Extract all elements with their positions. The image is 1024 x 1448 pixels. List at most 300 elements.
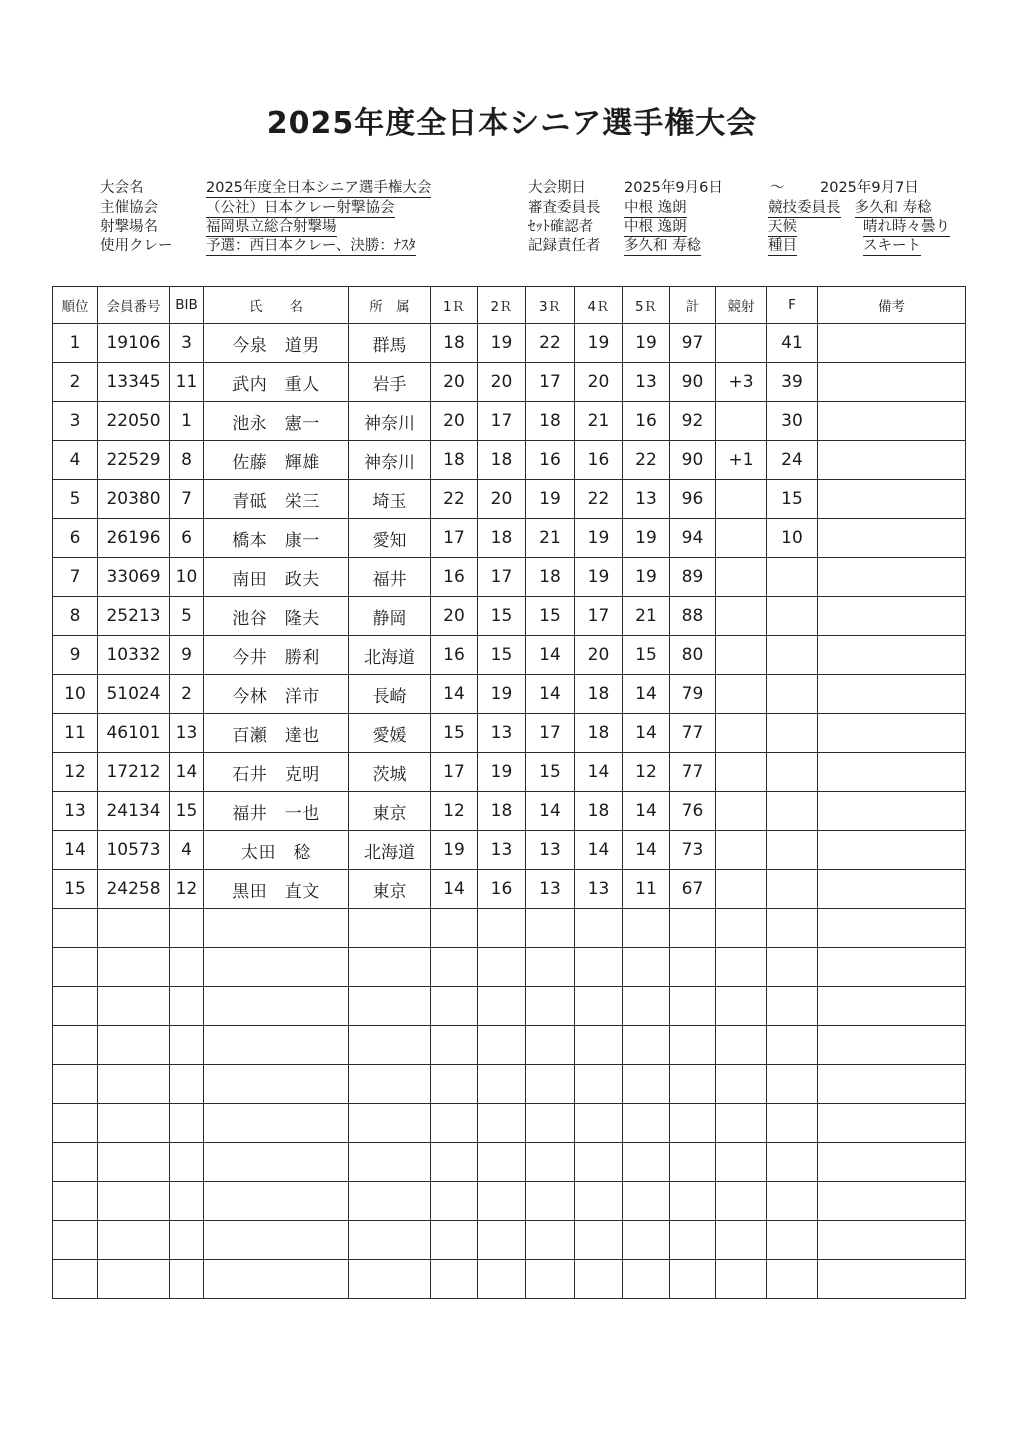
cell-round-1 — [431, 1221, 478, 1260]
tech-chair-field — [768, 198, 932, 218]
cell-round-4: 13 — [575, 870, 623, 909]
cell-round-1: 14 — [431, 870, 478, 909]
cell-round-3: 15 — [526, 753, 575, 792]
cell-round-2: 19 — [478, 324, 526, 363]
cell-round-5: 19 — [623, 324, 670, 363]
cell-rank: 9 — [53, 636, 98, 675]
cell-remarks — [818, 675, 966, 714]
cell-rank: 1 — [53, 324, 98, 363]
cell-member-number — [98, 1104, 170, 1143]
cell-bib — [170, 948, 204, 987]
cell-round-4: 17 — [575, 597, 623, 636]
cell-round-1: 20 — [431, 597, 478, 636]
cell-round-1 — [431, 1065, 478, 1104]
cell-total — [670, 1260, 716, 1299]
cell-bib: 3 — [170, 324, 204, 363]
cell-round-5: 11 — [623, 870, 670, 909]
cell-round-3: 17 — [526, 363, 575, 402]
cell-bib: 9 — [170, 636, 204, 675]
cell-remarks — [818, 792, 966, 831]
cell-final — [767, 870, 818, 909]
cell-round-5 — [623, 1065, 670, 1104]
cell-bib — [170, 909, 204, 948]
cell-remarks — [818, 1026, 966, 1065]
cell-name: 今泉 道男 — [204, 324, 349, 363]
cell-member-number: 10332 — [98, 636, 170, 675]
cell-remarks — [818, 1143, 966, 1182]
cell-total: 90 — [670, 363, 716, 402]
cell-remarks — [818, 753, 966, 792]
cell-total: 77 — [670, 714, 716, 753]
cell-final: 41 — [767, 324, 818, 363]
host-association-label: 主催協会 — [100, 200, 158, 216]
cell-bib — [170, 1260, 204, 1299]
table-row — [53, 831, 966, 870]
cell-rank: 2 — [53, 363, 98, 402]
tech-chair-value: 多久和 寿稔 — [854, 200, 932, 216]
cell-round-4: 14 — [575, 753, 623, 792]
cell-name — [204, 909, 349, 948]
cell-round-5: 21 — [623, 597, 670, 636]
cell-bib: 10 — [170, 558, 204, 597]
cell-member-number: 17212 — [98, 753, 170, 792]
cell-total: 77 — [670, 753, 716, 792]
cell-affiliation: 岩手 — [349, 363, 431, 402]
cell-round-1: 16 — [431, 558, 478, 597]
cell-member-number — [98, 1065, 170, 1104]
header-final: F — [767, 287, 818, 324]
cell-final — [767, 1182, 818, 1221]
cell-name: 百瀬 達也 — [204, 714, 349, 753]
event-field — [768, 236, 921, 256]
cell-name: 武内 重人 — [204, 363, 349, 402]
cell-affiliation: 神奈川 — [349, 441, 431, 480]
cell-total — [670, 1143, 716, 1182]
cell-affiliation: 群馬 — [349, 324, 431, 363]
cell-final — [767, 987, 818, 1026]
empty-table-row — [53, 909, 966, 948]
cell-remarks — [818, 1260, 966, 1299]
cell-round-3: 22 — [526, 324, 575, 363]
cell-rank — [53, 1065, 98, 1104]
cell-round-5: 19 — [623, 558, 670, 597]
cell-total: 73 — [670, 831, 716, 870]
cell-round-2: 18 — [478, 441, 526, 480]
cell-shoot-off — [716, 1260, 767, 1299]
cell-rank: 11 — [53, 714, 98, 753]
cell-rank: 13 — [53, 792, 98, 831]
cell-round-4: 18 — [575, 792, 623, 831]
table-row — [53, 792, 966, 831]
cell-name — [204, 948, 349, 987]
weather-label: 天候 — [768, 219, 797, 235]
cell-round-2: 15 — [478, 636, 526, 675]
cell-round-1: 20 — [431, 363, 478, 402]
cell-affiliation — [349, 1065, 431, 1104]
cell-name: 南田 政夫 — [204, 558, 349, 597]
cell-round-5 — [623, 1260, 670, 1299]
cell-shoot-off — [716, 1143, 767, 1182]
cell-final — [767, 1104, 818, 1143]
cell-total: 92 — [670, 402, 716, 441]
cell-name — [204, 1143, 349, 1182]
table-row — [53, 675, 966, 714]
cell-affiliation: 茨城 — [349, 753, 431, 792]
cell-affiliation: 福井 — [349, 558, 431, 597]
cell-total: 80 — [670, 636, 716, 675]
cell-round-3: 13 — [526, 831, 575, 870]
cell-remarks — [818, 441, 966, 480]
cell-round-2 — [478, 1143, 526, 1182]
empty-table-row — [53, 1143, 966, 1182]
cell-rank — [53, 1182, 98, 1221]
cell-remarks — [818, 363, 966, 402]
cell-round-4 — [575, 1260, 623, 1299]
cell-round-1 — [431, 1260, 478, 1299]
event-label: 種目 — [768, 238, 797, 254]
cell-affiliation — [349, 987, 431, 1026]
empty-table-row — [53, 1104, 966, 1143]
cell-rank: 7 — [53, 558, 98, 597]
cell-rank: 6 — [53, 519, 98, 558]
cell-round-1: 22 — [431, 480, 478, 519]
header-row — [53, 287, 966, 324]
cell-final — [767, 948, 818, 987]
cell-round-2: 16 — [478, 870, 526, 909]
cell-name — [204, 1104, 349, 1143]
cell-bib: 13 — [170, 714, 204, 753]
cell-round-3: 13 — [526, 870, 575, 909]
cell-total — [670, 1104, 716, 1143]
results-table-body — [53, 324, 966, 1299]
cell-round-3 — [526, 987, 575, 1026]
cell-affiliation: 東京 — [349, 870, 431, 909]
cell-affiliation: 東京 — [349, 792, 431, 831]
cell-round-3: 21 — [526, 519, 575, 558]
cell-shoot-off — [716, 987, 767, 1026]
competition-name-label: 大会名 — [100, 180, 144, 196]
cell-bib: 4 — [170, 831, 204, 870]
cell-shoot-off — [716, 792, 767, 831]
table-row — [53, 519, 966, 558]
event-value: スキート — [863, 238, 921, 254]
cell-affiliation — [349, 948, 431, 987]
cell-bib — [170, 1104, 204, 1143]
set-check-label: ｾｯﾄ確認者 — [528, 219, 594, 235]
record-officer-label: 記録責任者 — [528, 238, 601, 254]
cell-round-4 — [575, 909, 623, 948]
cell-round-2: 18 — [478, 792, 526, 831]
set-check-field — [528, 217, 687, 237]
cell-round-2 — [478, 1182, 526, 1221]
cell-shoot-off — [716, 558, 767, 597]
cell-bib: 6 — [170, 519, 204, 558]
cell-final — [767, 1143, 818, 1182]
cell-round-1 — [431, 1026, 478, 1065]
header-round-5: 5Ｒ — [623, 287, 670, 324]
cell-bib: 11 — [170, 363, 204, 402]
results-table-header — [53, 287, 966, 324]
cell-round-3 — [526, 1221, 575, 1260]
cell-member-number: 46101 — [98, 714, 170, 753]
date-separator: ～ — [770, 180, 785, 196]
cell-round-4 — [575, 1182, 623, 1221]
cell-total — [670, 1065, 716, 1104]
cell-member-number: 51024 — [98, 675, 170, 714]
cell-total: 79 — [670, 675, 716, 714]
cell-shoot-off — [716, 948, 767, 987]
cell-round-5: 14 — [623, 792, 670, 831]
table-row — [53, 597, 966, 636]
cell-round-1 — [431, 987, 478, 1026]
cell-round-2 — [478, 1026, 526, 1065]
cell-rank — [53, 987, 98, 1026]
cell-round-3: 18 — [526, 558, 575, 597]
cell-round-2: 15 — [478, 597, 526, 636]
cell-shoot-off — [716, 597, 767, 636]
cell-round-5: 15 — [623, 636, 670, 675]
tech-chair-label: 競技委員長 — [768, 200, 841, 216]
header-round-2: 2Ｒ — [478, 287, 526, 324]
cell-round-4: 14 — [575, 831, 623, 870]
cell-bib: 12 — [170, 870, 204, 909]
cell-round-2 — [478, 1065, 526, 1104]
cell-rank — [53, 1221, 98, 1260]
cell-round-2 — [478, 909, 526, 948]
cell-round-5 — [623, 1104, 670, 1143]
cell-round-5: 13 — [623, 363, 670, 402]
cell-round-1 — [431, 909, 478, 948]
cell-remarks — [818, 948, 966, 987]
cell-affiliation: 北海道 — [349, 831, 431, 870]
empty-table-row — [53, 948, 966, 987]
cell-round-2: 13 — [478, 831, 526, 870]
cell-round-5: 12 — [623, 753, 670, 792]
cell-shoot-off — [716, 1104, 767, 1143]
cell-member-number: 25213 — [98, 597, 170, 636]
cell-shoot-off — [716, 675, 767, 714]
cell-member-number: 19106 — [98, 324, 170, 363]
cell-round-4 — [575, 948, 623, 987]
record-officer-field — [528, 236, 701, 256]
cell-shoot-off — [716, 714, 767, 753]
cell-remarks — [818, 714, 966, 753]
cell-final — [767, 675, 818, 714]
cell-final — [767, 792, 818, 831]
cell-round-1 — [431, 1182, 478, 1221]
cell-total: 90 — [670, 441, 716, 480]
cell-round-3: 16 — [526, 441, 575, 480]
cell-rank: 12 — [53, 753, 98, 792]
cell-round-5 — [623, 1221, 670, 1260]
cell-round-2: 13 — [478, 714, 526, 753]
cell-round-5 — [623, 1143, 670, 1182]
cell-member-number: 22529 — [98, 441, 170, 480]
cell-round-3 — [526, 1104, 575, 1143]
cell-name — [204, 987, 349, 1026]
cell-member-number — [98, 1260, 170, 1299]
cell-remarks — [818, 909, 966, 948]
cell-name: 池永 憲一 — [204, 402, 349, 441]
cell-round-4 — [575, 1026, 623, 1065]
cell-shoot-off — [716, 909, 767, 948]
cell-round-5 — [623, 987, 670, 1026]
cell-rank — [53, 948, 98, 987]
cell-member-number: 26196 — [98, 519, 170, 558]
cell-round-3 — [526, 1143, 575, 1182]
empty-table-row — [53, 1182, 966, 1221]
cell-round-4 — [575, 1065, 623, 1104]
cell-rank — [53, 1143, 98, 1182]
cell-member-number — [98, 987, 170, 1026]
cell-member-number — [98, 1182, 170, 1221]
cell-total — [670, 948, 716, 987]
cell-round-2: 20 — [478, 363, 526, 402]
cell-round-4 — [575, 1104, 623, 1143]
cell-round-5: 14 — [623, 714, 670, 753]
cell-member-number: 33069 — [98, 558, 170, 597]
cell-total: 88 — [670, 597, 716, 636]
cell-affiliation: 愛媛 — [349, 714, 431, 753]
cell-rank: 14 — [53, 831, 98, 870]
cell-round-4: 20 — [575, 636, 623, 675]
cell-round-4 — [575, 987, 623, 1026]
cell-remarks — [818, 1065, 966, 1104]
cell-round-5 — [623, 909, 670, 948]
cell-remarks — [818, 1221, 966, 1260]
table-row — [53, 441, 966, 480]
cell-name: 黒田 直文 — [204, 870, 349, 909]
cell-round-2: 18 — [478, 519, 526, 558]
cell-total — [670, 987, 716, 1026]
cell-name: 今井 勝利 — [204, 636, 349, 675]
cell-name — [204, 1260, 349, 1299]
empty-table-row — [53, 987, 966, 1026]
cell-round-1: 16 — [431, 636, 478, 675]
cell-remarks — [818, 831, 966, 870]
cell-shoot-off — [716, 402, 767, 441]
cell-round-5 — [623, 1026, 670, 1065]
cell-shoot-off — [716, 753, 767, 792]
cell-bib — [170, 987, 204, 1026]
cell-final — [767, 1065, 818, 1104]
cell-round-1: 17 — [431, 519, 478, 558]
cell-round-2: 19 — [478, 675, 526, 714]
cell-round-3: 18 — [526, 402, 575, 441]
cell-round-4: 19 — [575, 519, 623, 558]
cell-round-4: 20 — [575, 363, 623, 402]
cell-member-number — [98, 1026, 170, 1065]
table-row — [53, 753, 966, 792]
cell-remarks — [818, 987, 966, 1026]
cell-round-5 — [623, 1182, 670, 1221]
header-member-number: 会員番号 — [98, 287, 170, 324]
date-start: 2025年9月6日 — [624, 180, 723, 196]
table-row — [53, 402, 966, 441]
cell-final — [767, 1026, 818, 1065]
cell-round-3 — [526, 909, 575, 948]
empty-table-row — [53, 1221, 966, 1260]
cell-total — [670, 1026, 716, 1065]
cell-final: 30 — [767, 402, 818, 441]
cell-rank: 15 — [53, 870, 98, 909]
cell-final: 15 — [767, 480, 818, 519]
cell-round-4: 19 — [575, 558, 623, 597]
cell-final — [767, 831, 818, 870]
table-row — [53, 558, 966, 597]
empty-table-row — [53, 1260, 966, 1299]
cell-name: 福井 一也 — [204, 792, 349, 831]
cell-final — [767, 558, 818, 597]
page-title: 2025年度全日本シニア選手権大会 — [266, 106, 758, 141]
cell-round-5: 16 — [623, 402, 670, 441]
venue-label: 射撃場名 — [100, 219, 158, 235]
cell-name — [204, 1026, 349, 1065]
cell-remarks — [818, 870, 966, 909]
jury-chair-field — [528, 198, 687, 218]
cell-round-1: 18 — [431, 441, 478, 480]
cell-total: 67 — [670, 870, 716, 909]
cell-shoot-off — [716, 1026, 767, 1065]
cell-rank — [53, 1026, 98, 1065]
cell-final — [767, 1221, 818, 1260]
cell-round-1: 20 — [431, 402, 478, 441]
cell-round-4: 16 — [575, 441, 623, 480]
cell-round-2 — [478, 1260, 526, 1299]
cell-rank — [53, 909, 98, 948]
cell-round-4: 18 — [575, 675, 623, 714]
cell-affiliation: 北海道 — [349, 636, 431, 675]
cell-round-4: 22 — [575, 480, 623, 519]
cell-remarks — [818, 558, 966, 597]
cell-total — [670, 909, 716, 948]
empty-table-row — [53, 1065, 966, 1104]
cell-final: 39 — [767, 363, 818, 402]
table-row — [53, 363, 966, 402]
header-bib: BIB — [170, 287, 204, 324]
cell-round-1: 19 — [431, 831, 478, 870]
cell-shoot-off: +3 — [716, 363, 767, 402]
cell-affiliation: 長崎 — [349, 675, 431, 714]
cell-bib — [170, 1026, 204, 1065]
cell-name: 佐藤 輝雄 — [204, 441, 349, 480]
cell-round-3 — [526, 1182, 575, 1221]
cell-round-4 — [575, 1143, 623, 1182]
cell-total: 89 — [670, 558, 716, 597]
cell-remarks — [818, 402, 966, 441]
set-check-value: 中根 逸朗 — [624, 219, 687, 235]
cell-round-3 — [526, 948, 575, 987]
cell-shoot-off — [716, 324, 767, 363]
cell-round-3 — [526, 1260, 575, 1299]
cell-name — [204, 1065, 349, 1104]
cell-round-1: 17 — [431, 753, 478, 792]
cell-final — [767, 1260, 818, 1299]
table-row — [53, 636, 966, 675]
cell-round-3: 14 — [526, 792, 575, 831]
competition-name-value: 2025年度全日本シニア選手権大会 — [206, 180, 432, 196]
cell-rank: 10 — [53, 675, 98, 714]
table-row — [53, 480, 966, 519]
cell-remarks — [818, 324, 966, 363]
cell-remarks — [818, 519, 966, 558]
cell-total: 76 — [670, 792, 716, 831]
cell-total — [670, 1182, 716, 1221]
cell-rank — [53, 1260, 98, 1299]
cell-remarks — [818, 1104, 966, 1143]
cell-remarks — [818, 597, 966, 636]
cell-rank: 3 — [53, 402, 98, 441]
